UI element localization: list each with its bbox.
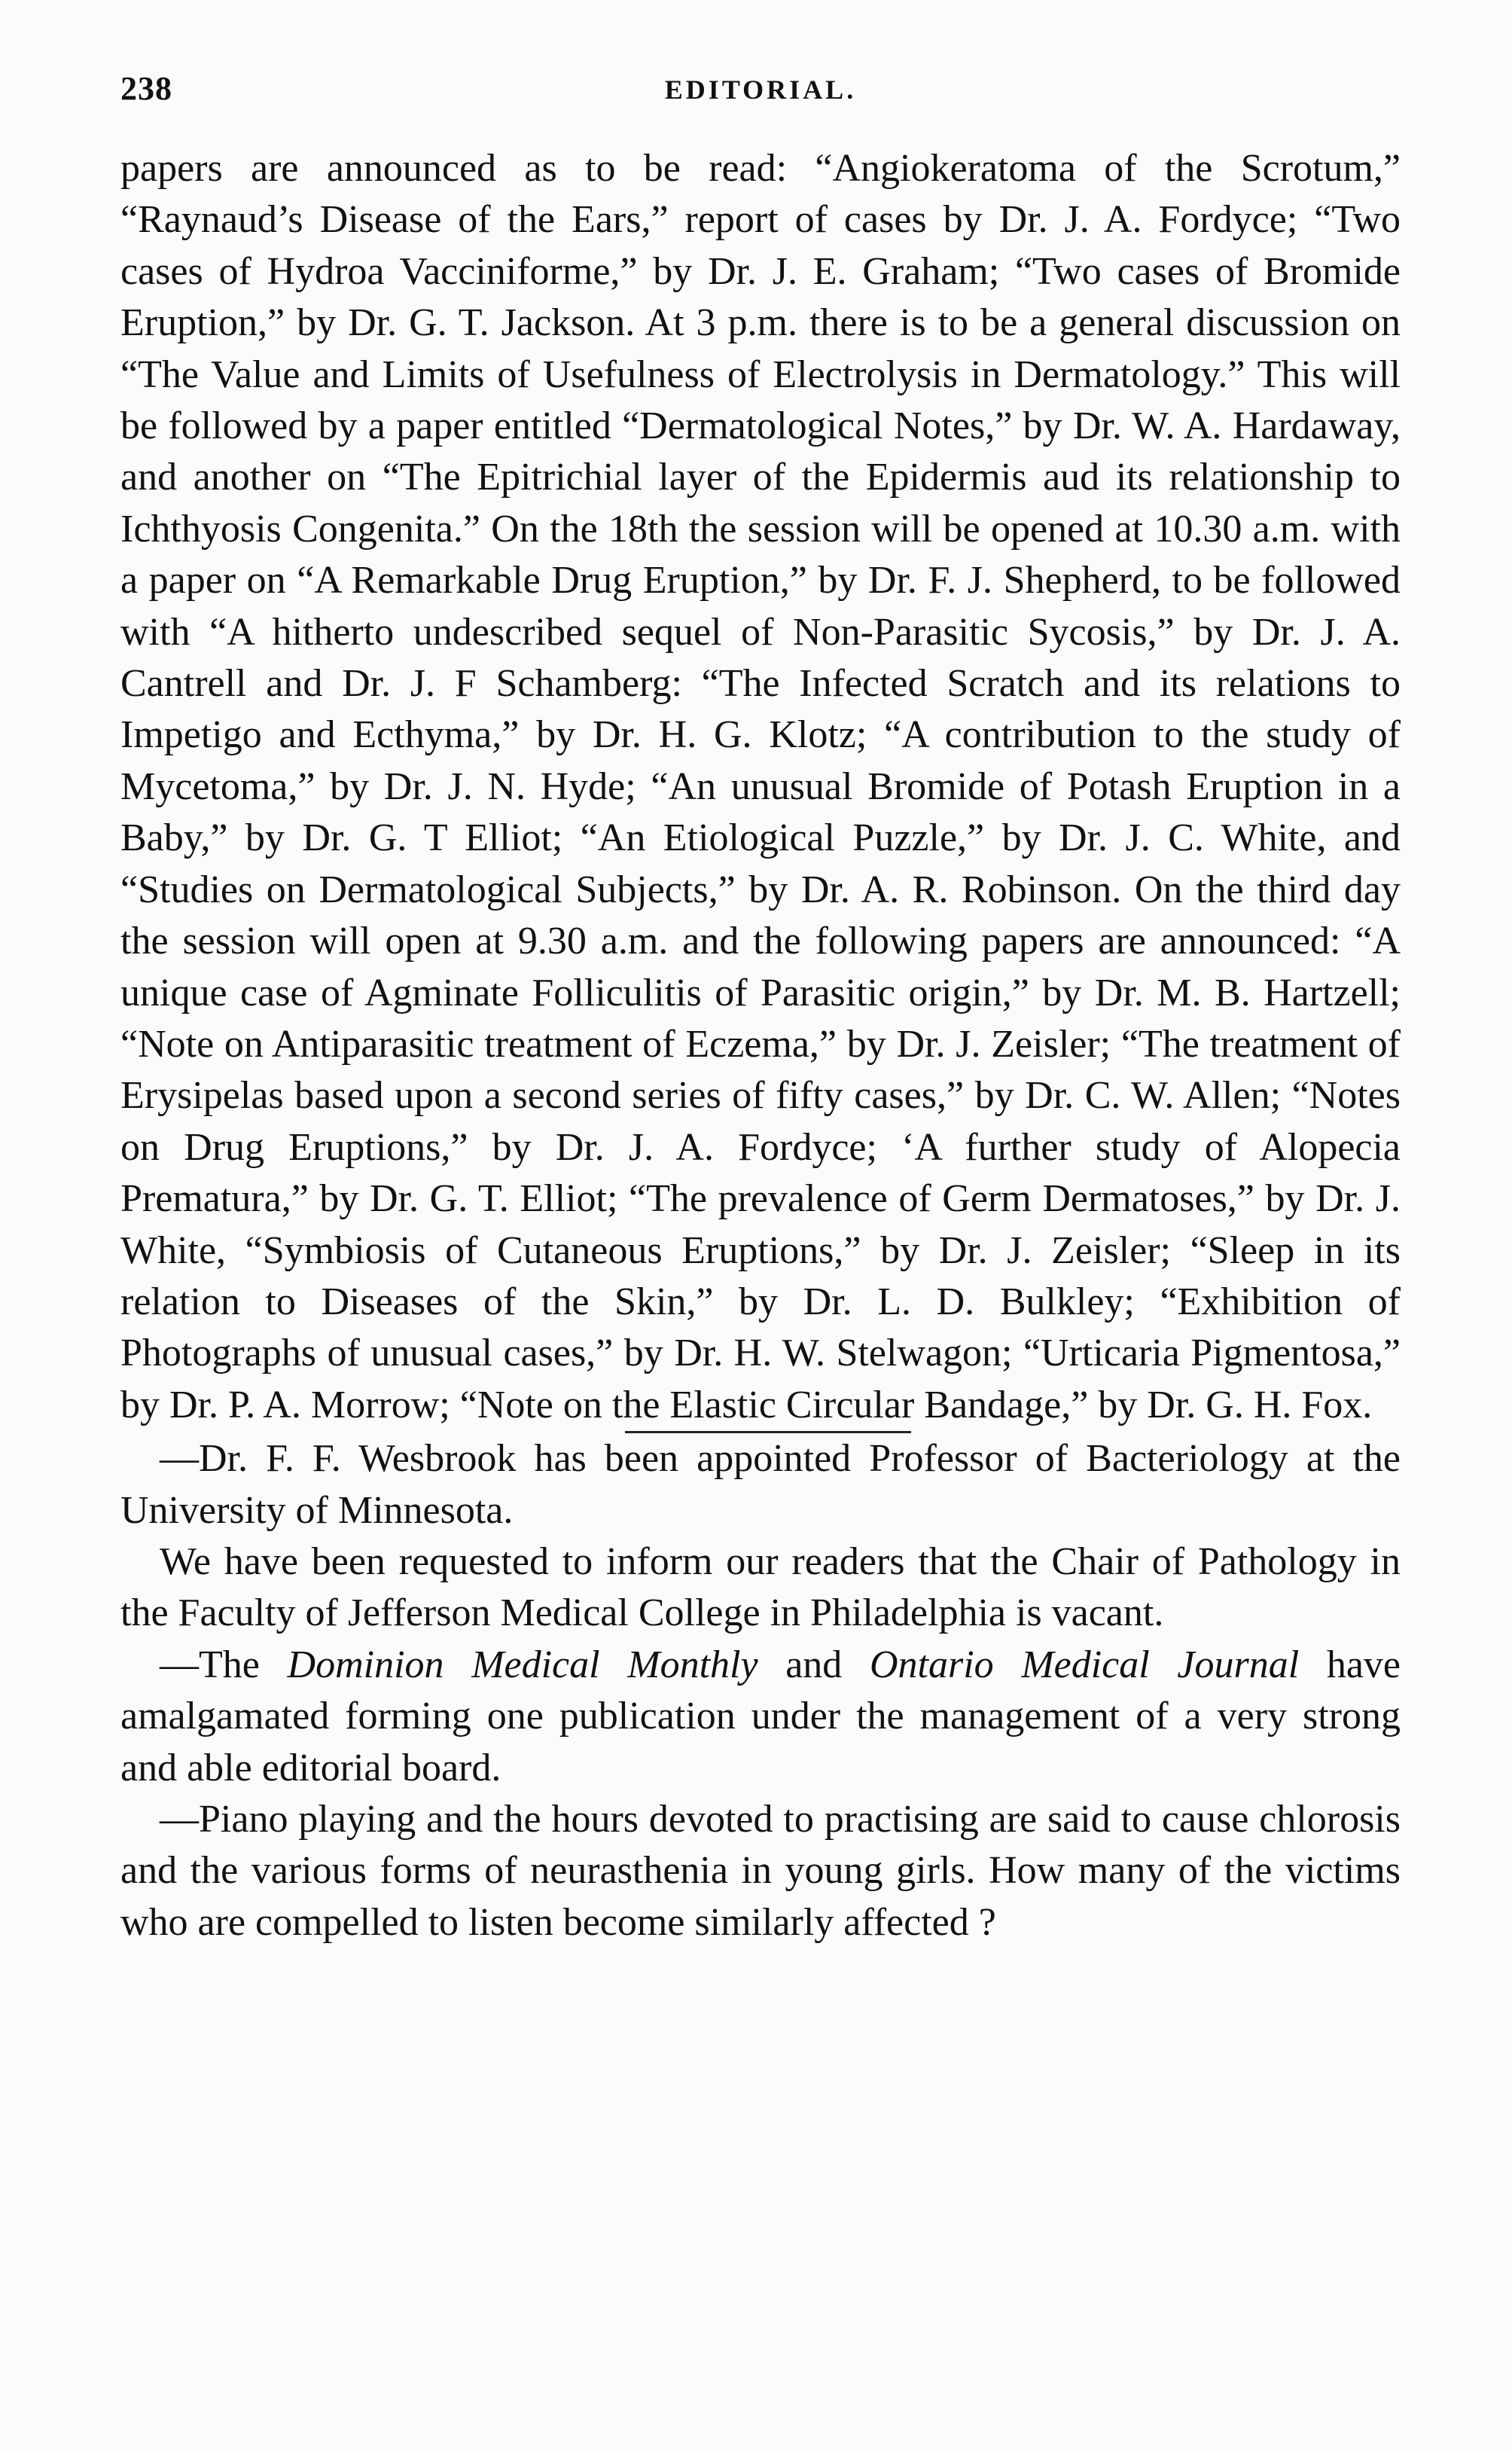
amalgamation-lead: —The — [160, 1643, 288, 1686]
paragraph-dermatology-programme: papers are announced as to be read: “Angiokeratoma of the Scrotum,” “Raynaud’s Disease of the Ears,” report of cases by Dr. J. A. Fordyce; “Two cases of Hydroa Vacciniforme,” by Dr. J. E. Graham; “Two cases of Bromide Eruption,” by Dr. G. T. Jackson. At 3 p.m. there is to be a general discussion on “The Value and Limits of Usefulness of Electrolysis in Dermatology.” This will be followed by a paper entitled “Dermatological Notes,” by Dr. W. A. Hardaway, and another on “The Epitrichial layer of the Epidermis aud its relationship to Ichthyosis Congenita.” On the 18th the session will be opened at 10.30 a.m. with a paper on “A Remarkable Drug Eruption,” by Dr. F. J. Shepherd, to be followed with “A hitherto undescribed sequel of Non-Parasitic Sycosis,” by Dr. J. A. Cantrell and Dr. J. F Schamberg: “The Infected Scratch and its relations to Impetigo and Ecthyma,” by Dr. H. G. Klotz; “A contribution to the study of Mycetoma,” by Dr. J. N. Hyde; “An unusual Bromide of Potash Eruption in a Baby,” by Dr. G. T Elliot; “An Etiological Puzzle,” by Dr. J. C. White, and “Studies on Dermatological Subjects,” by Dr. A. R. Robinson. On the third day the session will open at 9.30 a.m. and the following papers are announced: “A unique case of Agminate Folliculitis of Parasitic origin,” by Dr. M. B. Hartzell; “Note on Antiparasitic treatment of Eczema,” by Dr. J. Zeisler; “The treatment of Erysipelas based upon a second series of fifty cases,” by Dr. C. W. Allen; “Notes on Drug Eruptions,” by Dr. J. A. Fordyce; ‘A further study of Alopecia Prematura,” by Dr. G. T. Elliot; “The prevalence of Germ Dermatoses,” by Dr. J. White, “Symbiosis of Cutaneous Eruptions,” by Dr. J. Zeisler; “Sleep in its relation to Diseases of the Skin,” by Dr. L. D. Bulkley; “Exhibition of Photographs of unusual cases,” by Dr. H. W. Stelwagon; “Urticaria Pigmentosa,” by Dr. P. A. Morrow; “Note on the Elastic Circular Bandage,” by Dr. G. H. Fox. — [120, 147, 1401, 1426]
journal-title-ontario: Ontario Medical Journal — [869, 1643, 1300, 1686]
paragraph-journal-amalgamation — [120, 1640, 1401, 1794]
paragraph-wesbrook-appointment: —Dr. F. F. Wesbrook has been appointed Professor of Bacteriology at the University of Minnesota. — [120, 1437, 1401, 1532]
journal-title-dominion: Dominion Medical Monthly — [287, 1643, 758, 1686]
amalgamation-rest: have amalgamated forming one publication under the management of a very strong and able editorial board. — [120, 1643, 1401, 1789]
running-head — [120, 69, 1401, 122]
running-title: EDITORIAL. — [664, 75, 857, 105]
paragraph-pathology-chair-vacant: We have been requested to inform our readers that the Chair of Pathology in the Faculty of Jefferson Medical College in Philadelphia is vacant. — [120, 1539, 1401, 1635]
amalgamation-conjunction: and — [758, 1643, 870, 1686]
editorial-body — [120, 143, 1401, 1948]
page-number: 238 — [120, 70, 172, 107]
paragraph-piano-playing: —Piano playing and the hours devoted to practising are said to cause chlorosis and the various forms of neurasthenia in young girls. How many of the victims who are compelled to listen become similarly affected ? — [120, 1798, 1401, 1944]
